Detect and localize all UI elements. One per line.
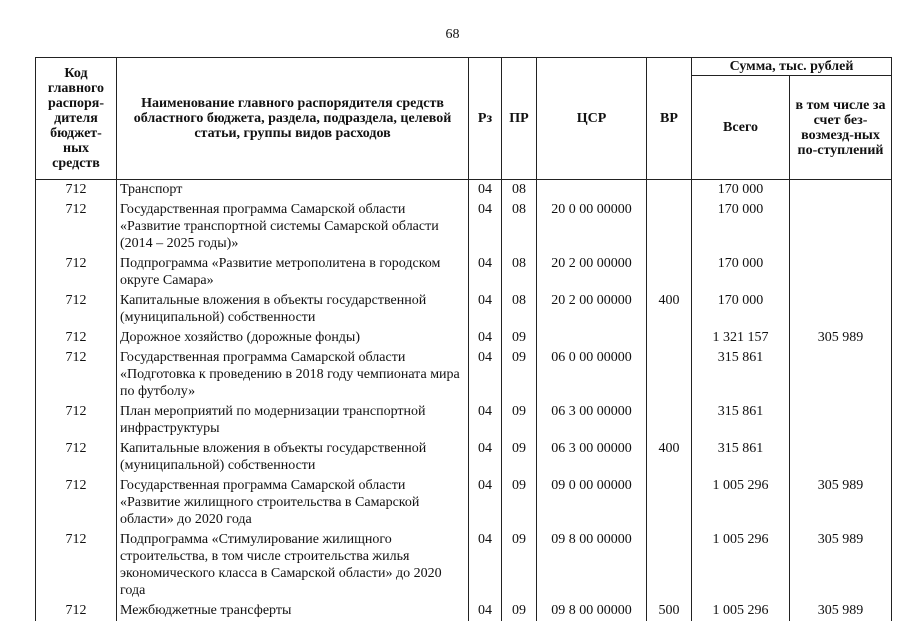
cell-total: 170 000 bbox=[692, 180, 790, 201]
cell-name: Транспорт bbox=[117, 180, 469, 201]
cell-pr: 09 bbox=[502, 328, 537, 348]
cell-total: 1 005 296 bbox=[692, 476, 790, 530]
cell-vr: 400 bbox=[647, 439, 692, 476]
cell-pr: 09 bbox=[502, 601, 537, 621]
cell-name: План мероприятий по модернизации транспортной инфраструктуры bbox=[117, 402, 469, 439]
cell-code: 712 bbox=[36, 254, 117, 291]
cell-free bbox=[790, 180, 892, 201]
cell-code: 712 bbox=[36, 601, 117, 621]
page-number: 68 bbox=[445, 27, 460, 42]
header-total: Всего bbox=[692, 76, 790, 180]
cell-name: Капитальные вложения в объекты государственной (муниципальной) собственности bbox=[117, 291, 469, 328]
header-name: Наименование главного распорядителя средств областного бюджета, раздела, подраздела, целевой статьи, группы видов расходов bbox=[117, 58, 469, 180]
cell-free: 305 989 bbox=[790, 530, 892, 601]
header-code: Код главного распоря-дителя бюджет-ных средств bbox=[36, 58, 117, 180]
cell-csr: 20 2 00 00000 bbox=[537, 254, 647, 291]
cell-free: 305 989 bbox=[790, 476, 892, 530]
cell-vr bbox=[647, 348, 692, 402]
cell-rz: 04 bbox=[469, 601, 502, 621]
cell-total: 170 000 bbox=[692, 254, 790, 291]
cell-csr: 09 0 00 00000 bbox=[537, 476, 647, 530]
cell-total: 1 321 157 bbox=[692, 328, 790, 348]
cell-rz: 04 bbox=[469, 348, 502, 402]
cell-rz: 04 bbox=[469, 180, 502, 201]
cell-csr: 06 3 00 00000 bbox=[537, 439, 647, 476]
table-header bbox=[36, 58, 892, 180]
header-vr: ВР bbox=[647, 58, 692, 180]
cell-rz: 04 bbox=[469, 291, 502, 328]
cell-total: 170 000 bbox=[692, 200, 790, 254]
cell-vr: 500 bbox=[647, 601, 692, 621]
header-sum: Сумма, тыс. рублей bbox=[692, 58, 892, 76]
cell-vr bbox=[647, 200, 692, 254]
cell-code: 712 bbox=[36, 402, 117, 439]
table-row bbox=[36, 402, 892, 439]
table-row bbox=[36, 291, 892, 328]
cell-vr bbox=[647, 530, 692, 601]
cell-free bbox=[790, 348, 892, 402]
header-rz: Рз bbox=[469, 58, 502, 180]
cell-csr: 09 8 00 00000 bbox=[537, 530, 647, 601]
cell-rz: 04 bbox=[469, 328, 502, 348]
cell-free bbox=[790, 254, 892, 291]
cell-name: Дорожное хозяйство (дорожные фонды) bbox=[117, 328, 469, 348]
cell-pr: 09 bbox=[502, 402, 537, 439]
cell-name: Государственная программа Самарской области «Подготовка к проведению в 2018 году чемпионата мира по футболу» bbox=[117, 348, 469, 402]
cell-name: Подпрограмма «Развитие метрополитена в городском округе Самара» bbox=[117, 254, 469, 291]
cell-code: 712 bbox=[36, 180, 117, 201]
cell-name: Капитальные вложения в объекты государственной (муниципальной) собственности bbox=[117, 439, 469, 476]
cell-free: 305 989 bbox=[790, 328, 892, 348]
cell-rz: 04 bbox=[469, 530, 502, 601]
cell-csr: 06 3 00 00000 bbox=[537, 402, 647, 439]
cell-code: 712 bbox=[36, 291, 117, 328]
cell-total: 315 861 bbox=[692, 439, 790, 476]
cell-csr: 20 2 00 00000 bbox=[537, 291, 647, 328]
table-row bbox=[36, 439, 892, 476]
cell-csr: 09 8 00 00000 bbox=[537, 601, 647, 621]
cell-vr bbox=[647, 180, 692, 201]
table-row bbox=[36, 476, 892, 530]
cell-vr bbox=[647, 476, 692, 530]
cell-vr bbox=[647, 254, 692, 291]
cell-free bbox=[790, 291, 892, 328]
table-row bbox=[36, 328, 892, 348]
cell-code: 712 bbox=[36, 348, 117, 402]
cell-code: 712 bbox=[36, 530, 117, 601]
table-row bbox=[36, 254, 892, 291]
cell-total: 170 000 bbox=[692, 291, 790, 328]
cell-code: 712 bbox=[36, 439, 117, 476]
cell-total: 315 861 bbox=[692, 348, 790, 402]
cell-rz: 04 bbox=[469, 402, 502, 439]
cell-pr: 08 bbox=[502, 291, 537, 328]
cell-name: Подпрограмма «Стимулирование жилищного строительства, в том числе строительства жилья экономического класса в Самарской области» до 2020 года bbox=[117, 530, 469, 601]
cell-vr bbox=[647, 402, 692, 439]
cell-code: 712 bbox=[36, 476, 117, 530]
cell-pr: 08 bbox=[502, 254, 537, 291]
header-free: в том числе за счет без-возмезд-ных по-ступлений bbox=[790, 76, 892, 180]
cell-name: Государственная программа Самарской области «Развитие транспортной системы Самарской области (2014 – 2025 годы)» bbox=[117, 200, 469, 254]
cell-free bbox=[790, 439, 892, 476]
cell-free bbox=[790, 402, 892, 439]
cell-free bbox=[790, 200, 892, 254]
cell-pr: 09 bbox=[502, 439, 537, 476]
cell-pr: 09 bbox=[502, 348, 537, 402]
header-csr: ЦСР bbox=[537, 58, 647, 180]
table-row bbox=[36, 200, 892, 254]
table-row bbox=[36, 180, 892, 201]
cell-csr: 06 0 00 00000 bbox=[537, 348, 647, 402]
header-pr: ПР bbox=[502, 58, 537, 180]
cell-pr: 08 bbox=[502, 180, 537, 201]
budget-table bbox=[35, 57, 892, 621]
cell-code: 712 bbox=[36, 200, 117, 254]
cell-pr: 09 bbox=[502, 476, 537, 530]
cell-csr bbox=[537, 180, 647, 201]
cell-name: Государственная программа Самарской области «Развитие жилищного строительства в Самарской области» до 2020 года bbox=[117, 476, 469, 530]
cell-rz: 04 bbox=[469, 254, 502, 291]
cell-rz: 04 bbox=[469, 476, 502, 530]
cell-code: 712 bbox=[36, 328, 117, 348]
cell-name: Межбюджетные трансферты bbox=[117, 601, 469, 621]
cell-total: 315 861 bbox=[692, 402, 790, 439]
cell-total: 1 005 296 bbox=[692, 530, 790, 601]
table-body bbox=[36, 180, 892, 622]
cell-rz: 04 bbox=[469, 200, 502, 254]
cell-csr: 20 0 00 00000 bbox=[537, 200, 647, 254]
cell-vr: 400 bbox=[647, 291, 692, 328]
cell-pr: 09 bbox=[502, 530, 537, 601]
table-row bbox=[36, 348, 892, 402]
cell-pr: 08 bbox=[502, 200, 537, 254]
table-row bbox=[36, 530, 892, 601]
table-row bbox=[36, 601, 892, 621]
cell-total: 1 005 296 bbox=[692, 601, 790, 621]
cell-vr bbox=[647, 328, 692, 348]
cell-free: 305 989 bbox=[790, 601, 892, 621]
cell-rz: 04 bbox=[469, 439, 502, 476]
cell-csr bbox=[537, 328, 647, 348]
